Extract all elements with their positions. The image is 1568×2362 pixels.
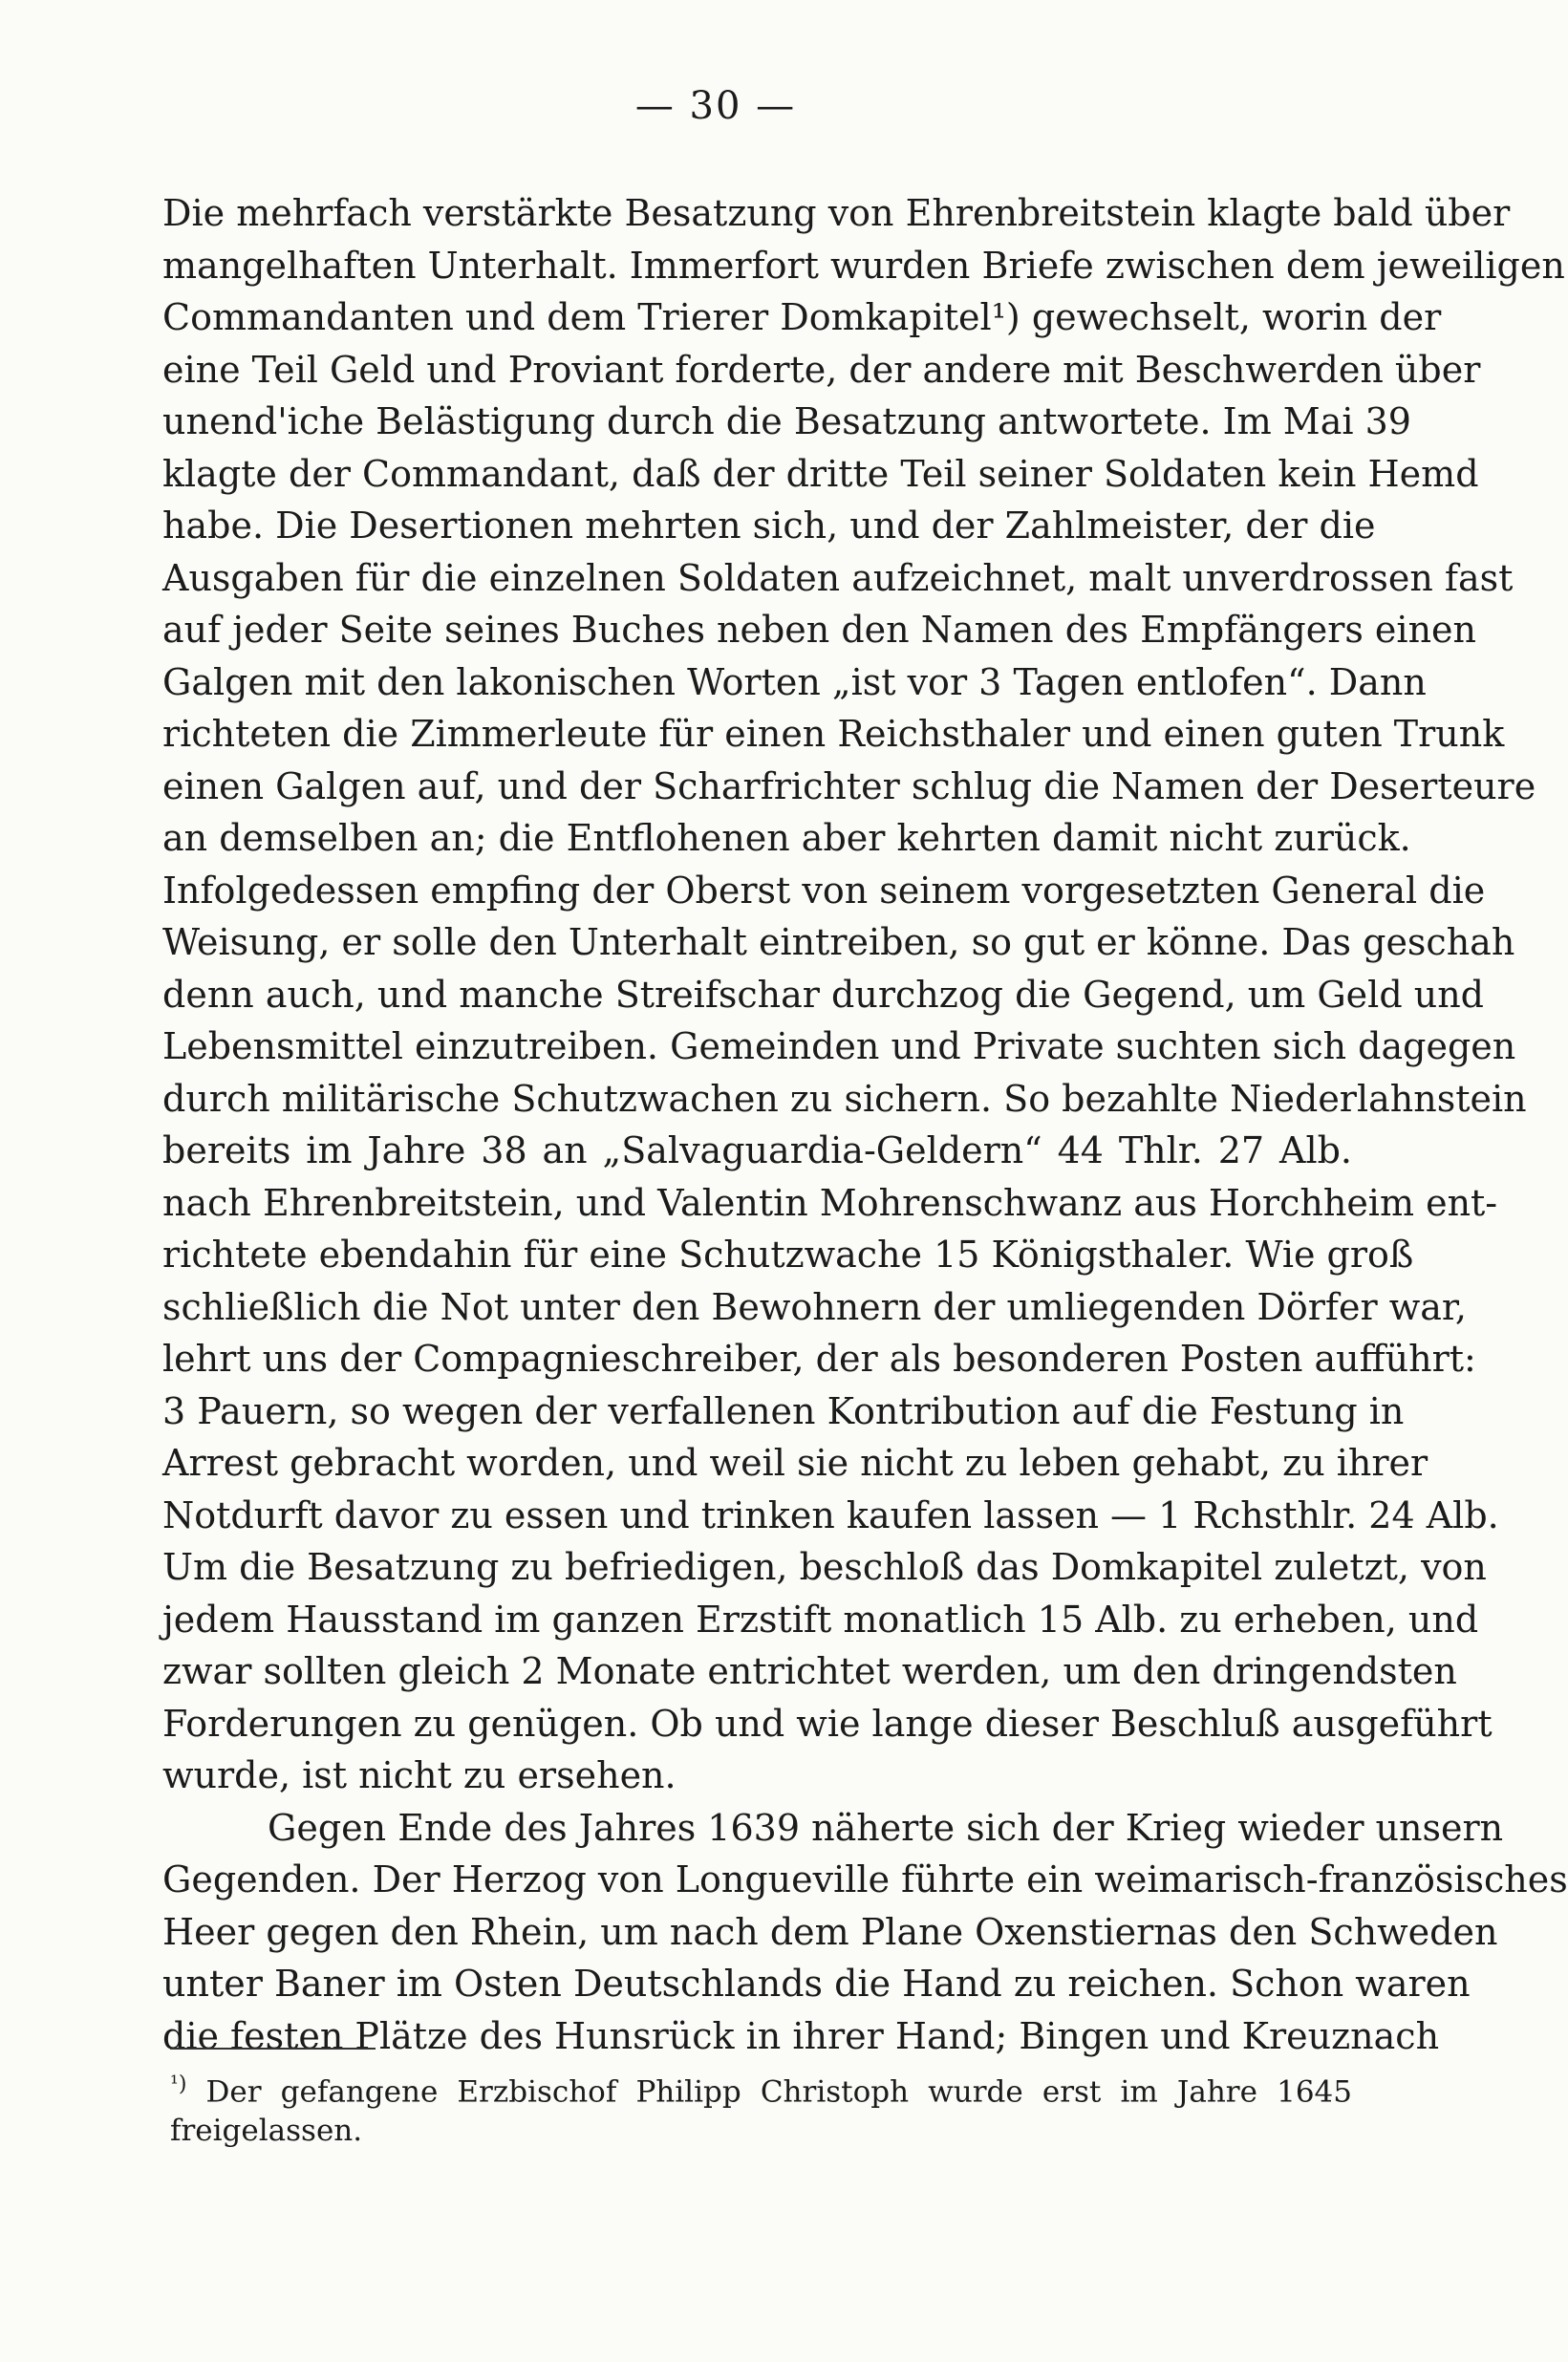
text-line: unter Baner im Osten Deutschlands die Hand zu reichen. Schon waren (162, 1963, 1471, 2005)
footnote (170, 2062, 1352, 2154)
text-line: richtete ebendahin für eine Schutzwache 15 Königsthaler. Wie groß (162, 1234, 1414, 1276)
page-number: — 30 — (634, 84, 797, 128)
text-line: habe. Die Desertionen mehrten sich, und der Zahlmeister, der die (162, 505, 1376, 547)
text-line: 3 Pauern, so wegen der verfallenen Kontribution auf die Festung in (162, 1389, 1405, 1432)
text-line: schließlich die Not unter den Bewohnern der umliegenden Dörfer war, (162, 1285, 1467, 1328)
text-line: Gegen Ende des Jahres 1639 näherte sich der Krieg wieder unsern (268, 1806, 1504, 1849)
text-line: Weisung, er solle den Unterhalt eintreiben, so gut er könne. Das geschah (162, 921, 1515, 963)
text-line: wurde, ist nicht zu ersehen. (162, 1754, 677, 1796)
footnote-line: freigelassen. (170, 2114, 363, 2148)
text-line: eine Teil Geld und Proviant forderte, der andere mit Beschwerden über (162, 348, 1481, 391)
text-line: einen Galgen auf, und der Scharfrichter schlug die Namen der Deserteure (162, 764, 1536, 807)
text-line: durch militärische Schutzwachen zu sichern. So bezahlte Niederlahnstein (162, 1077, 1527, 1120)
text-line: Forderungen zu genügen. Ob und wie lange dieser Beschluß ausgeführt (162, 1702, 1493, 1745)
text-line: unend'iche Belästigung durch die Besatzung antwortete. Im Mai 39 (162, 400, 1411, 442)
text-line: Gegenden. Der Herzog von Longueville führte ein weimarisch-französisches (162, 1858, 1568, 1900)
paragraph-1 (162, 187, 1565, 1802)
text-line: Infolgedessen empfing der Oberst von seinem vorgesetzten General die (162, 869, 1486, 912)
text-line: zwar sollten gleich 2 Monate entrichtet werden, um den dringendsten (162, 1650, 1457, 1692)
text-line: richteten die Zimmerleute für einen Reichsthaler und einen guten Trunk (162, 713, 1505, 755)
text-line: denn auch, und manche Streifschar durchzog die Gegend, um Geld und (162, 973, 1484, 1016)
text-line: Arrest gebracht worden, und weil sie nicht zu leben gehabt, zu ihrer (162, 1442, 1428, 1484)
text-line: klagte der Commandant, daß der dritte Teil seiner Soldaten kein Hemd (162, 452, 1479, 495)
text-line: Die mehrfach verstärkte Besatzung von Ehrenbreitstein klagte bald über (162, 192, 1511, 234)
text-line: an demselben an; die Entflohenen aber kehrten damit nicht zurück. (162, 817, 1411, 859)
text-line: Lebensmittel einzutreiben. Gemeinden und Private suchten sich dagegen (162, 1025, 1516, 1067)
paragraph-2 (162, 1802, 1568, 2063)
text-line: bereits im Jahre 38 an „Salvaguardia-Geldern“ 44 Thlr. 27 Alb. (162, 1129, 1352, 1171)
text-line: Heer gegen den Rhein, um nach dem Plane Oxenstiernas den Schweden (162, 1910, 1498, 1953)
body-text (162, 187, 1568, 2062)
text-line: Commandanten und dem Trierer Domkapitel¹) gewechselt, worin der (162, 296, 1442, 338)
footnote-text: Der gefangene Erzbischof Philipp Christoph wurde erst im Jahre 1645 (205, 2074, 1352, 2110)
text-line: Notdurft davor zu essen und trinken kaufen lassen — 1 Rchsthlr. 24 Alb. (162, 1493, 1499, 1536)
text-line: Galgen mit den lakonischen Worten „ist vor 3 Tagen entlofen“. Dann (162, 660, 1427, 703)
text-line: Ausgaben für die einzelnen Soldaten aufzeichnet, malt unverdrossen fast (162, 556, 1514, 599)
footnote-line (170, 2062, 1352, 2108)
text-line: die festen Plätze des Hunsrück in ihrer Hand; Bingen und Kreuznach (162, 2014, 1440, 2057)
text-line: nach Ehrenbreitstein, und Valentin Mohrenschwanz aus Horchheim ent- (162, 1181, 1498, 1224)
text-line: jedem Hausstand im ganzen Erzstift monatlich 15 Alb. zu erheben, und (162, 1598, 1479, 1641)
text-line: Um die Besatzung zu befriedigen, beschloß das Domkapitel zuletzt, von (162, 1546, 1487, 1588)
footnote-marker: ¹) (170, 2072, 187, 2096)
text-line: mangelhaften Unterhalt. Immerfort wurden Briefe zwischen dem jeweiligen (162, 244, 1565, 287)
text-line: lehrt uns der Compagnieschreiber, der als besonderen Posten aufführt: (162, 1338, 1476, 1380)
footnote-divider (170, 2048, 376, 2050)
text-line: auf jeder Seite seines Buches neben den Namen des Empfängers einen (162, 609, 1477, 651)
